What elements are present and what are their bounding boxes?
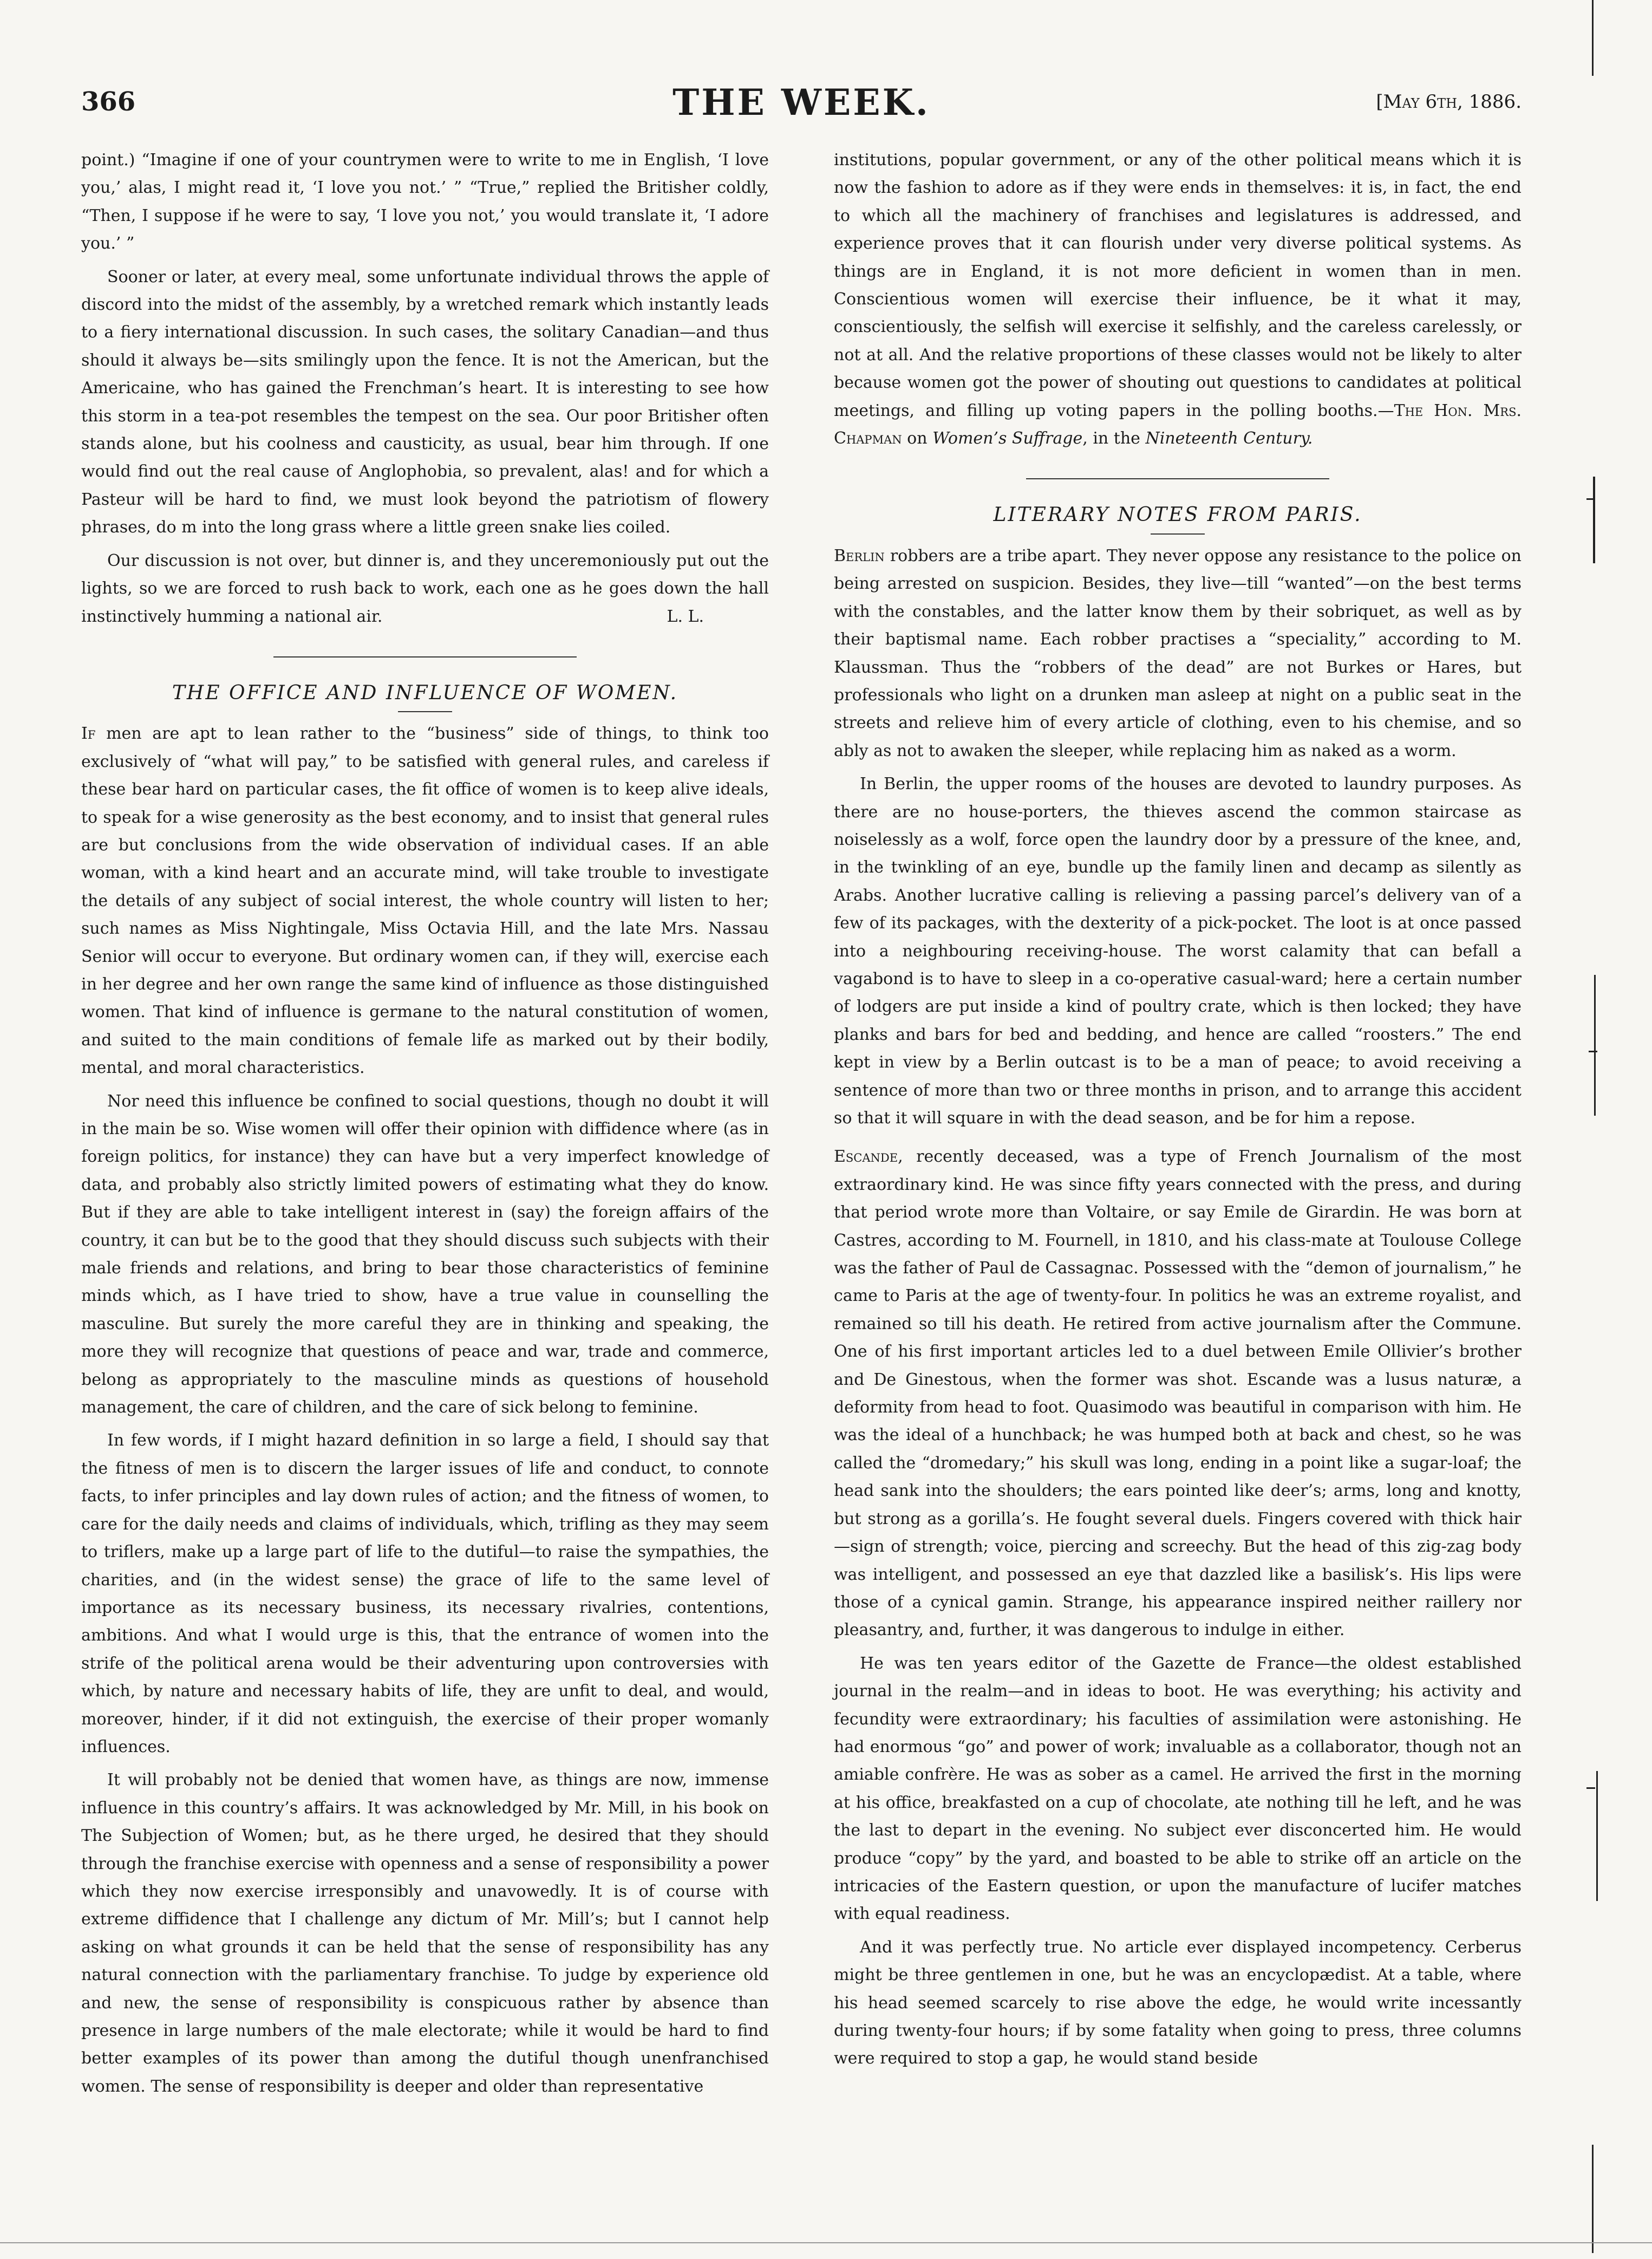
paragraph: Nor need this influence be confined to social questions, though no doubt it will in the main be so. Wise women will offer their opinion with diffidence where (as in foreign politics, for instance) they can have but a very imperfect knowledge of data, and probably also strictly limited powers of estimating what they do know. But if they are able to take intelligent interest in (say) the foreign affairs of the country, it can but be to the good that they should discuss such subjects with their male friends and relations, and bring to bear those characteristics of feminine minds which, as I have tried to show, have a true value in counselling the masculine. But surely the more careful they are in thinking and speaking, the more they will recognize that questions of peace and war, trade and commerce, belong as appropriately to the masculine minds as questions of household management, the care of children, and the care of sick belong to feminine.: [81, 1091, 769, 1417]
scan-margin-marks: [1570, 0, 1646, 2259]
page-header: [81, 81, 1522, 141]
heading-rule: [398, 711, 452, 712]
scan-tick: [1589, 1051, 1597, 1052]
paragraph: [834, 1143, 1522, 1644]
credit-journal: Nineteenth Century.: [1145, 429, 1313, 448]
article-heading: LITERARY NOTES FROM PARIS.: [993, 504, 1362, 526]
page-number: 366: [81, 87, 136, 117]
paragraph-text: institutions, popular government, or any of the other political means which it is now the fashion to adore as if they were ends in themselves: it is, in fact, the end to which all the machinery of franchises and legislatures is addressed, and experience proves that it can flourish under very diverse political systems. As things are in England, it is not more deficient in women than in men. Conscientious women will exercise their influence, be it what it may, conscientiously, the selfish will exercise it selfishly, and the careless carelessly, or not at all. And the relative proportions of these classes would not be likely to alter because women got the power of shouting out questions to candidates at political meetings, and filling up voting papers in the polling booths.—: [834, 151, 1522, 420]
paragraph-text: , recently deceased, was a type of French Journalism of the most extraordinary kind. He was since fifty years connected with the press, and during that period wrote more than Voltaire, or say Emile de Girardin. He was born at Castres, according to M. Fournell, in 1810, and his class-mate at Toulouse College was the father of Paul de Cassagnac. Possessed with the “demon of journalism,” he came to Paris at the age of twenty-four. In politics he was an extreme royalist, and remained so till his death. He retired from active journalism after the Commune. One of his first important articles led to a duel between Emile Ollivier’s brother and De Ginestous, when the former was shot. Escande was a lusus naturæ, a deformity from head to foot. Quasimodo was beautiful in comparison with him. He was the ideal of a hunchback; he was humped both at back and chest, so he was called the “dromedary;” his skull was long, ending in a point like a sugar-loaf; the head sank into the shoulders; the ears pointed like deer’s; arms, long and knotty, but strong as a gorilla’s. He fought several duels. Fingers covered with thick hair—sign of strength; voice, piercing and screechy. But the head of this zig-zag body was intelligent, and possessed an eye that dazzled like a basilisk’s. His lips were those of a cynical gamin. Strange, his appearance inspired neither raillery nor pleasantry, and, further, it was dangerous to indulge in either.: [834, 1147, 1522, 1640]
paragraph: He was ten years editor of the Gazette de France—the oldest established journal in the realm—and in ideas to boot. He was everything; his activity and fecundity were extraordinary; his faculties of assimilation were astonishing. He had enormous “go” and power of work; invaluable as a collaborator, though not an amiable confrère. He was as sober as a camel. He arrived the first in the morning at his office, breakfasted on a cup of chocolate, ate nothing till he left, and he was the last to depart in the evening. No subject ever disconcerted him. He would produce “copy” by the yard, and boasted to be able to strike off an article on the intricacies of the Eastern question, or upon the manufacture of lucifer matches with equal readiness.: [834, 1653, 1522, 1924]
author-initials: L. L.: [667, 607, 704, 626]
drop-lead: Berlin: [834, 546, 885, 565]
paragraph: Sooner or later, at every meal, some unfortunate individual throws the apple of discord into the midst of the assembly, by a wretched remark which instantly leads to a fiery international discussion. In such cases, the solitary Canadian—and thus should it always be—sits smilingly upon the fence. It is not the American, but the Americaine, who has gained the Frenchman’s heart. It is interesting to see how this storm in a tea-pot resembles the tempest on the sea. Our poor Britisher often stands alone, but his coolness and causticity, as usual, bear him through. If one would find out the real cause of Anglophobia, so prevalent, alas! and for which a Pasteur will be hard to find, we must look beyond the patriotism of flowery phrases, do m into the long grass where a little green snake lies coiled.: [81, 267, 769, 537]
scan-edge-line: [1592, 2145, 1594, 2253]
scan-edge-line: [1593, 477, 1595, 563]
paragraph: And it was perfectly true. No article ever displayed incompetency. Cerberus might be three gentlemen in one, but he was an encyclopædist. At a table, where his head seemed scarcely to rise above the edge, he would write incessantly during twenty-four hours; if by some fatality when going to press, three columns were required to stop a gap, he would stand beside: [834, 1937, 1522, 2068]
paragraph: point.) “Imagine if one of your countrymen were to write to me in English, ‘I love you,’ alas, I might read it, ‘I love you not.’ ” “True,” replied the Britisher coldly, “Then, I suppose if he were to say, ‘I love you not,’ you would translate it, ‘I adore you.’ ”: [81, 151, 769, 253]
paragraph: In few words, if I might hazard definition in so large a field, I should say that the fitness of men is to discern the larger issues of life and conduct, to connote facts, to infer principles and lay down rules of action; and the fitness of women, to care for the daily needs and claims of individuals, which, trifling as they may seem to triflers, make up a large part of life to the dutiful—to raise the sympathies, the charities, and (in the widest sense) the grace of life to the same level of importance as its necessary business, its necessary rivalries, contentions, ambitions. And what I would urge is this, that the entrance of women into the strife of the political arena would be their adventuring upon controversies with which, by nature and necessary habits of life, they are unfit to deal, and would, moreover, hinder, if it did not extinguish, the exercise of their proper womanly influences.: [81, 1431, 769, 1756]
scan-edge-line: [1592, 0, 1594, 76]
scan-tick: [1586, 1787, 1595, 1789]
credit-work: Women’s Suffrage: [932, 429, 1083, 448]
scan-bottom-edge: [0, 2242, 1652, 2243]
heading-rule: [1151, 533, 1205, 535]
scan-tick: [1586, 498, 1595, 500]
credit-joiner: , in the: [1082, 429, 1146, 448]
paragraph-text: robbers are a tribe apart. They never oppose any resistance to the police on being arrested on suspicion. Besides, they live—till “wanted”—on the best terms with the constables, and the latter know them by their sobriquet, as well as by their baptismal name. Each robber practises a “speciality,” according to M. Klaussman. Thus the “robbers of the dead” are not Burkes or Hares, but professionals who light on a drunken man asleep at night on a public seat in the streets and relieve him of every article of clothing, even to his chemise, and so ably as not to awaken the sleeper, while replacing him as naked as a worm.: [834, 546, 1522, 760]
paragraph-text: men are apt to lean rather to the “business” side of things, to think too exclusively of “what will pay,” to be satisfied with general rules, and careless if these bear hard on particular cases, the fit office of women is to keep alive ideals, to speak for a wise generosity as the best economy, and to insist that general rules are but conclusions from the wide observation of individual cases. If an able woman, with a kind heart and an accurate mind, will take trouble to investigate the details of any subject of social interest, the whole country will listen to her; such names as Miss Nightingale, Miss Octavia Hill, and the late Mrs. Nassau Senior will occur to everyone. But ordinary women can, if they will, exercise each in her degree and her own range the same kind of influence as those distinguished women. That kind of influence is germane to the natural constitution of women, and suited to the main conditions of female life as marked out by their bodily, mental, and moral characteristics.: [81, 724, 769, 1078]
paragraph: [834, 542, 1522, 765]
drop-lead: Escande: [834, 1147, 898, 1167]
credit-author: The Hon. Mrs. Chapman: [834, 401, 1522, 448]
scan-edge-line: [1596, 1771, 1598, 1901]
drop-lead: If: [81, 724, 96, 744]
article-heading: THE OFFICE AND INFLUENCE OF WOMEN.: [172, 681, 678, 704]
paragraph-text: Our discussion is not over, but dinner is, and they unceremoniously put out the lights, so we are forced to rush back to work, each one as he goes down the hall instinctively humming a national air.: [81, 551, 769, 626]
right-column: [834, 146, 1522, 2078]
paragraph: [81, 547, 769, 630]
scan-edge-line: [1594, 975, 1596, 1116]
left-column: [81, 146, 769, 2106]
issue-date: [May 6th, 1886.: [1376, 91, 1522, 113]
section-divider: [1026, 478, 1329, 479]
section-divider: [273, 656, 577, 657]
masthead-title: THE WEEK.: [672, 81, 930, 123]
paragraph: In Berlin, the upper rooms of the houses are devoted to laundry purposes. As there are no house-porters, the thieves ascend the common staircase as noiselessly as a wolf, force open the laundry door by a pressure of the knee, and, in the twinkling of an eye, bundle up the family linen and decamp as silently as Arabs. Another lucrative calling is relieving a passing parcel’s delivery van of a few of its packages, with the dexterity of a pick-pocket. The loot is at once passed into a neighbouring receiving-house. The worst calamity that can befall a vagabond is to have to sleep in a co-operative casual-ward; here a certain number of lodgers are put inside a kind of poultry crate, which is then locked; they have planks and bars for bed and bedding, and hence are called “roosters.” The end kept in view by a Berlin outcast is to be a man of peace; to avoid receiving a sentence of more than two or three months in prison, and to arrange this accident so that it will square in with the dead season, and be for him a repose.: [834, 774, 1522, 1128]
paragraph: It will probably not be denied that women have, as things are now, immense influence in this country’s affairs. It was acknowledged by Mr. Mill, in his book on The Subjection of Women; but, as he there urged, he desired that they should through the franchise exercise with openness and a sense of responsibility a power which they now exercise irresponsibly and unavowedly. It is of course with extreme diffidence that I challenge any dictum of Mr. Mill’s; but I cannot help asking on what grounds it can be held that the sense of responsibility has any natural connection with the parliamentary franchise. To judge by experience old and new, the sense of responsibility is conspicuous rather by absence than presence in large numbers of the male electorate; while it would be hard to find better examples of its power than among the dutiful though unenfranchised women. The sense of responsibility is deeper and older than representative: [81, 1770, 769, 2096]
newspaper-page: [81, 81, 1522, 2210]
credit-joiner: on: [902, 429, 933, 448]
paragraph: [81, 720, 769, 1082]
paragraph: [834, 146, 1522, 452]
